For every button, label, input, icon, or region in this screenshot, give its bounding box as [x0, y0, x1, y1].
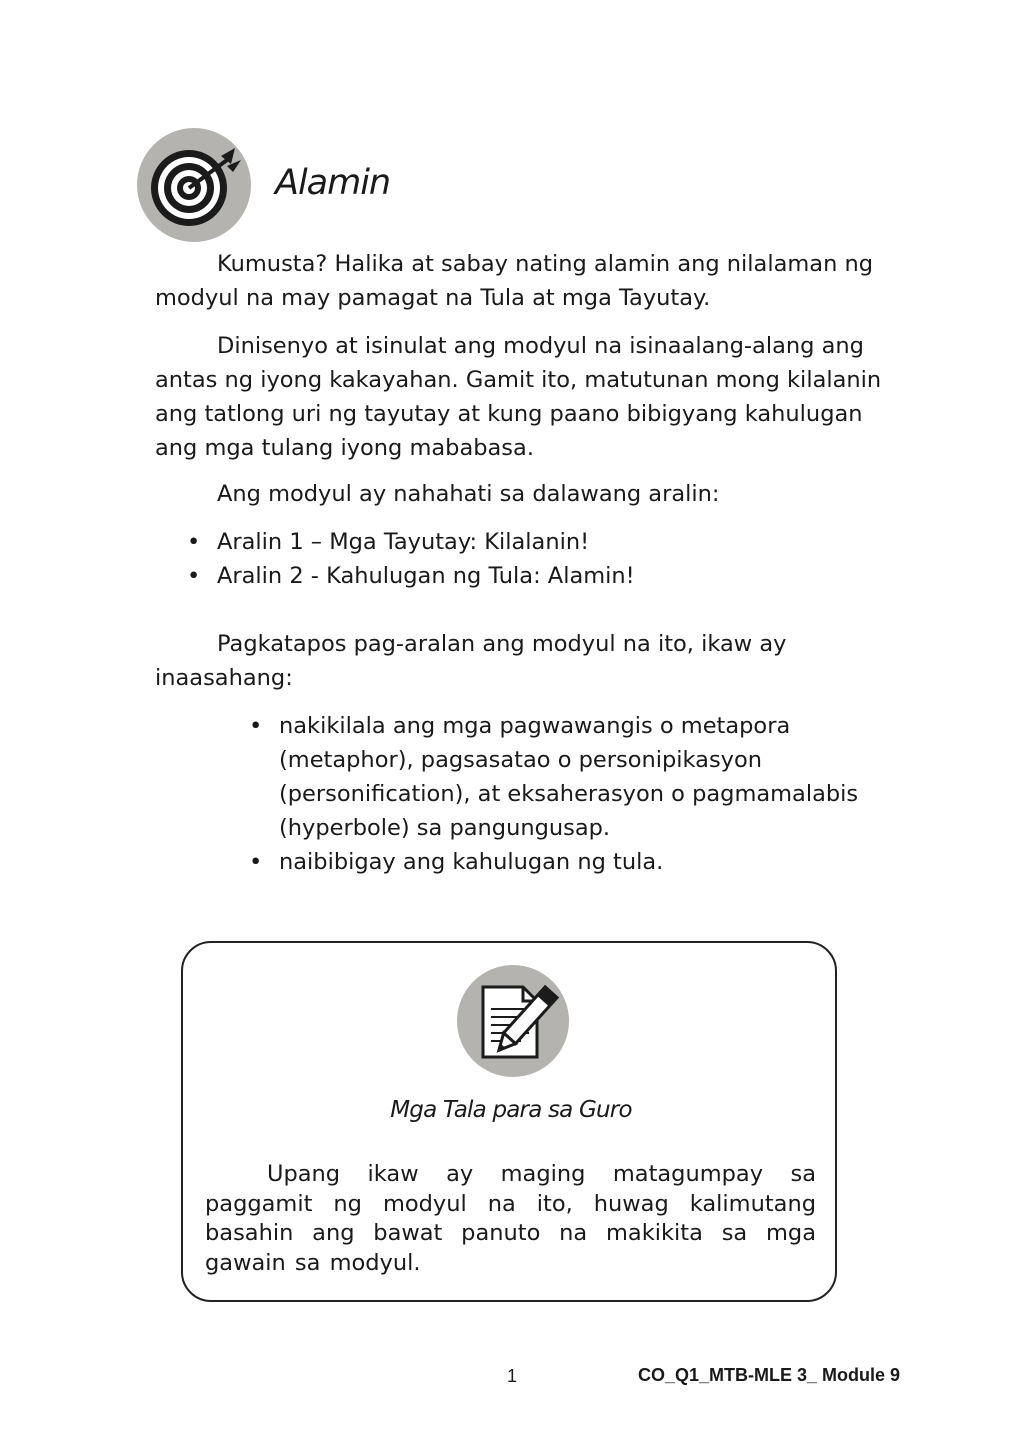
module-code: CO_Q1_MTB-MLE 3_ Module 9	[637, 1365, 900, 1385]
objectives-list	[249, 709, 899, 879]
lessons-intro: Ang modyul ay nahahati sa dalawang aralin:	[217, 481, 720, 507]
bullet-icon: •	[249, 849, 263, 875]
teacher-notes-title: Mga Tala para sa Guro	[390, 1097, 632, 1123]
list-item: • naibibigay ang kahulugan ng tula.	[279, 845, 899, 879]
bullet-icon: •	[249, 713, 263, 739]
note-pencil-icon	[455, 963, 571, 1079]
target-icon	[135, 126, 253, 244]
lesson-list	[187, 525, 917, 593]
teacher-notes-text: Upang ikaw ay maging matagumpay sa paggamit ng modyul na ito, huwag kalimutang basahin ang bawat panuto na makikita sa mga gawain sa modyul.	[205, 1161, 816, 1276]
list-item: • Aralin 1 – Mga Tayutay: Kilalanin!	[217, 525, 917, 559]
list-item: • Aralin 2 - Kahulugan ng Tula: Alamin!	[217, 559, 917, 593]
list-item: • nakikilala ang mga pagwawangis o metapora (metaphor), pagsasatao o personipikasyon (personification), at eksaherasyon o pagmamalabis (hyperbole) sa pangungusap.	[279, 709, 899, 845]
objectives-intro: Pagkatapos pag-aralan ang modyul na ito, ikaw ay inaasahang:	[155, 631, 787, 691]
section-title: Alamin	[275, 163, 391, 203]
intro-paragraph: Kumusta? Halika at sabay nating alamin ang nilalaman ng modyul na may pamagat na Tula at mga Tayutay.	[155, 251, 874, 311]
design-paragraph: Dinisenyo at isinulat ang modyul na isinaalang-alang ang antas ng iyong kakayahan. Gamit ito, matutunan mong kilalanin ang tatlong uri ng tayutay at kung paano bibigyang kahulugan ang mga tulang iyong mababasa.	[155, 333, 882, 461]
bullet-icon: •	[187, 563, 201, 589]
page-number: 1	[506, 1366, 517, 1386]
bullet-icon: •	[187, 529, 201, 555]
